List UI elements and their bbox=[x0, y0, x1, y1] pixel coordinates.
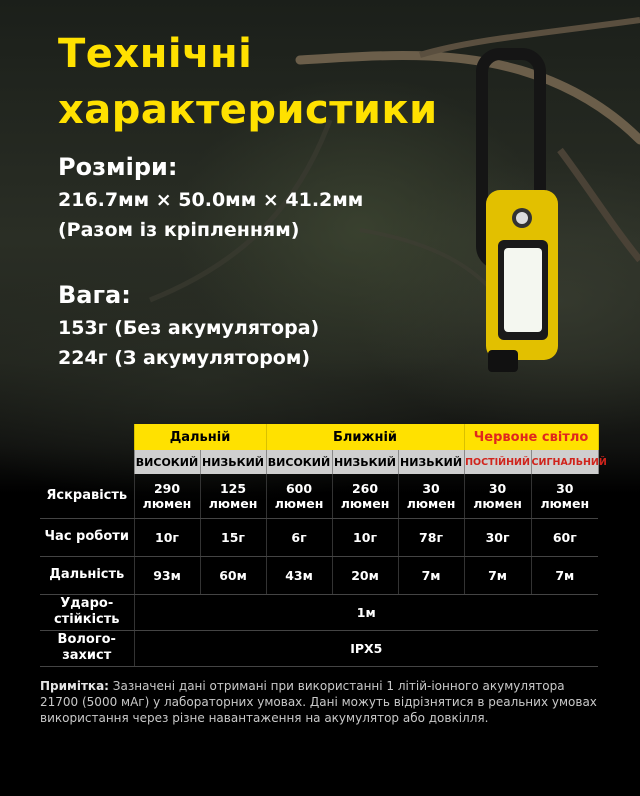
mode-header: НИЗЬКИЙ bbox=[200, 450, 266, 474]
table-row-brightness bbox=[40, 474, 598, 518]
table-cell: 7м bbox=[531, 556, 598, 594]
table-cell: 7м bbox=[398, 556, 464, 594]
weight-heading: Вага: bbox=[58, 281, 131, 309]
table-corner bbox=[40, 450, 134, 474]
table-cell: 30г bbox=[464, 518, 531, 556]
weight-with-battery: 224г (З акумулятором) bbox=[58, 347, 311, 369]
mode-header-row bbox=[40, 450, 598, 474]
table-cell: 43м bbox=[266, 556, 332, 594]
row-label: Ударо-стійкість bbox=[40, 594, 134, 630]
table-cell: 290 люмен bbox=[134, 474, 200, 518]
table-cell: 10г bbox=[332, 518, 398, 556]
footnote-text: Зазначені дані отримані при використанні 1 літій-іонного акумулятора 21700 (5000 мАг) у лабораторних умовах. Дані можуть відрізнятися в реальних умовах використання через різне навантаження на акумулятор або довкілля. bbox=[40, 679, 597, 725]
row-label: Волого-захист bbox=[40, 630, 134, 666]
dimensions-value: 216.7мм × 50.0мм × 41.2мм bbox=[58, 189, 364, 211]
mode-header: ВИСОКИЙ bbox=[134, 450, 200, 474]
table-cell: 125 люмен bbox=[200, 474, 266, 518]
row-label: Час роботи bbox=[40, 518, 134, 556]
table-row-runtime bbox=[40, 518, 598, 556]
work-light-illustration bbox=[460, 40, 600, 380]
table-row-impact-resistance bbox=[40, 594, 598, 630]
mode-header: СИГНАЛЬНИЙ bbox=[531, 450, 598, 474]
mode-header: НИЗЬКИЙ bbox=[332, 450, 398, 474]
page-title bbox=[58, 26, 438, 138]
row-label: Дальність bbox=[40, 556, 134, 594]
table-cell: 10г bbox=[134, 518, 200, 556]
title-line-1: Технічні bbox=[58, 31, 253, 77]
table-cell: 30 люмен bbox=[464, 474, 531, 518]
table-cell: 78г bbox=[398, 518, 464, 556]
table-cell: 30 люмен bbox=[531, 474, 598, 518]
table-cell: 6г bbox=[266, 518, 332, 556]
group-far-beam: Дальній bbox=[134, 424, 266, 450]
row-label: Яскравість bbox=[40, 474, 134, 518]
table-cell: 93м bbox=[134, 556, 200, 594]
table-cell-merged: IPX5 bbox=[134, 630, 598, 666]
dimensions-heading: Розміри: bbox=[58, 153, 178, 181]
group-near-beam: Ближній bbox=[266, 424, 464, 450]
table-cell: 20м bbox=[332, 556, 398, 594]
table-cell-merged: 1м bbox=[134, 594, 598, 630]
table-row-water-resistance bbox=[40, 630, 598, 666]
footnote-label: Примітка: bbox=[40, 679, 109, 693]
table-cell: 7м bbox=[464, 556, 531, 594]
table-cell: 15г bbox=[200, 518, 266, 556]
group-red-light: Червоне світло bbox=[464, 424, 598, 450]
table-cell: 260 люмен bbox=[332, 474, 398, 518]
table-corner bbox=[40, 424, 134, 450]
dimensions-note: (Разом із кріпленням) bbox=[58, 219, 300, 241]
specifications-table bbox=[40, 424, 607, 667]
table-cell: 600 люмен bbox=[266, 474, 332, 518]
mode-header: НИЗЬКИЙ bbox=[398, 450, 464, 474]
mode-group-header-row bbox=[40, 424, 598, 450]
footnote bbox=[40, 678, 600, 726]
mode-header: ПОСТІЙНИЙ bbox=[464, 450, 531, 474]
table-cell: 60м bbox=[200, 556, 266, 594]
table-cell: 30 люмен bbox=[398, 474, 464, 518]
table-row-distance bbox=[40, 556, 598, 594]
title-line-2: характеристики bbox=[58, 87, 438, 133]
mode-header: ВИСОКИЙ bbox=[266, 450, 332, 474]
table-cell: 60г bbox=[531, 518, 598, 556]
weight-without-battery: 153г (Без акумулятора) bbox=[58, 317, 320, 339]
